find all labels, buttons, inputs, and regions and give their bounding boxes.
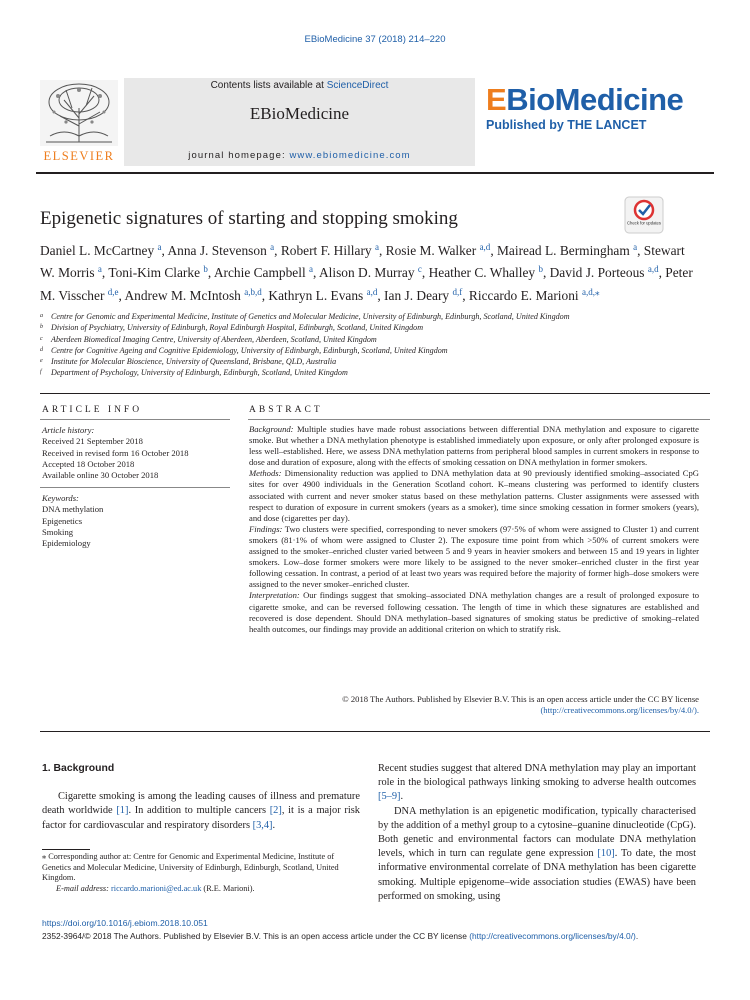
affiliation-key: b bbox=[40, 324, 43, 331]
abstract-interpretation: Interpretation: Our findings suggest that smoking–associated DNA methylation changes are a result of prolonged exposure to cigarette smoke, and can be reversed following cessation. The length of time in which these signatures are established and recovered is dose dependent. Should DNA methylation–based signatures of smoking status be predictive of smoking–related health outcomes, our findings may provide an additional criterion on which to stratify risk. bbox=[249, 590, 699, 634]
journal-name: EBioMedicine bbox=[249, 104, 350, 123]
affiliation-item bbox=[40, 356, 700, 367]
journal-homepage: journal homepage: www.ebiomedicine.com bbox=[188, 150, 411, 161]
affiliation-key: d bbox=[40, 346, 43, 353]
abstract-heading: ABSTRACT bbox=[249, 405, 323, 415]
abstract-methods: Methods: Dimensionality reduction was applied to DNA methylation data at 90 previously identified smoking–associated CpG sites for over 4900 individuals in the Generation Scotland cohort. K–means clustering was performed to identify clusters associated with current and never smoker status based on these methylation patterns. Cluster assignments were assessed with respect to duration of exposure in current smokers (years as a smoker), time since smoking cessation in former smokers (years), and dose (cigarettes per day). bbox=[249, 468, 699, 523]
history-revised: Received in revised form 16 October 2018 bbox=[42, 447, 189, 458]
keyword-item: Smoking bbox=[42, 526, 74, 537]
affiliation-text: Centre for Genomic and Experimental Medicine, Institute of Genetics and Molecular Medicine, University of Edinburgh, Edinburgh, Scotland, United Kingdom bbox=[51, 312, 570, 321]
sciencedirect-link[interactable]: ScienceDirect bbox=[326, 80, 389, 91]
abstract-copyright: © 2018 The Authors. Published by Elsevier B.V. This is an open access article under the CC BY license (http://creativecommons.org/licenses/by/4.0/). bbox=[342, 694, 699, 716]
affiliation-key: f bbox=[40, 369, 42, 376]
abstract-rule bbox=[248, 419, 710, 420]
publisher-logo-text: ELSEVIER bbox=[43, 149, 115, 163]
affiliation-key: e bbox=[40, 358, 43, 365]
footer-license-link[interactable]: (http://creativecommons.org/licenses/by/4.0/) bbox=[469, 931, 636, 941]
paper-title: Epigenetic signatures of starting and stopping smoking bbox=[40, 208, 458, 229]
affiliation-text: Division of Psychiatry, University of Edinburgh, Royal Edinburgh Hospital, Edinburgh, Scotland, United Kingdom bbox=[51, 323, 424, 333]
footnote-rule bbox=[42, 849, 90, 850]
footnote-corresponding: ⁎ Corresponding author at: Centre for Genomic and Experimental Medicine, Institute of Genetics and Molecular Medicine, University of Edinburgh, Edinburgh, Scotland, United Kingdom. bbox=[42, 852, 339, 883]
body-paragraph: Recent studies suggest that altered DNA methylation may play an important role in the biological pathways linking smoking to adverse health outcomes [5–9]. bbox=[378, 763, 696, 803]
affiliation-item bbox=[40, 345, 700, 356]
keywords-rule bbox=[40, 487, 230, 488]
author-email-link[interactable]: riccardo.marioni@ed.ac.uk bbox=[111, 883, 202, 893]
section-heading-background: 1. Background bbox=[42, 763, 115, 774]
keyword-item: DNA methylation bbox=[42, 504, 104, 515]
body-column-left bbox=[42, 762, 360, 833]
abstract-findings: Findings: Two clusters were specified, corresponding to never smokers (97·5% of whom were assigned to Cluster 1) and current smokers (81·1% of whom were assigned to Cluster 2). The exposure time point from which >50% of current smokers were assigned to the smoker–enriched cluster varied between 5 and 9 years in heavier smokers and between 15 and 19 years in lighter smokers. Low–dose former smokers were more likely to be assigned to the never smoker–enriched cluster in the first year following cessation. In contrast, a period of at least two years was required before the majority of former high–dose smokers were assigned to the never smoker–enriched cluster. bbox=[249, 523, 699, 590]
ebiomedicine-brand-logo: EBioMedicine bbox=[486, 82, 684, 117]
title-divider bbox=[40, 393, 710, 394]
history-label: Article history: bbox=[42, 425, 95, 435]
affiliation-text: Aberdeen Biomedical Imaging Centre, University of Aberdeen, Aberdeen, Scotland, United Kingdom bbox=[51, 334, 377, 344]
license-link[interactable]: (http://creativecommons.org/licenses/by/4.0/). bbox=[540, 705, 699, 716]
crossmark-badge[interactable] bbox=[624, 196, 664, 234]
article-info-heading: ARTICLE INFO bbox=[42, 405, 143, 415]
affiliation-item bbox=[40, 322, 700, 333]
affiliation-item bbox=[40, 334, 700, 345]
doi-link[interactable]: https://doi.org/10.1016/j.ebiom.2018.10.051 bbox=[42, 918, 208, 928]
affiliation-key: a bbox=[40, 313, 43, 319]
crossmark-label: Check for updates bbox=[627, 220, 661, 226]
contents-available-line: Contents lists available at ScienceDirect bbox=[210, 80, 389, 91]
affiliation-text: Department of Psychology, University of Edinburgh, Edinburgh, Scotland, United Kingdom bbox=[51, 368, 348, 378]
affiliation-item bbox=[40, 311, 700, 322]
keywords-label: Keywords: bbox=[42, 493, 79, 503]
elsevier-logo bbox=[36, 78, 122, 164]
keywords bbox=[42, 493, 232, 549]
article-history bbox=[42, 425, 232, 481]
issn-license-line: 2352-3964/© 2018 The Authors. Published by Elsevier B.V. This is an open access article under the CC BY license (http://creativecommons.org/licenses/by/4.0/). bbox=[42, 931, 639, 941]
published-by-lancet: Published by THE LANCET bbox=[486, 118, 647, 132]
keyword-item: Epigenetics bbox=[42, 515, 83, 526]
keyword-item: Epidemiology bbox=[42, 538, 91, 549]
crossmark-icon bbox=[624, 196, 664, 234]
history-received: Received 21 September 2018 bbox=[42, 436, 143, 447]
affiliation-item bbox=[40, 367, 700, 378]
journal-citation[interactable]: EBioMedicine 37 (2018) 214–220 bbox=[304, 34, 446, 45]
history-accepted: Accepted 18 October 2018 bbox=[42, 458, 135, 469]
body-column-right bbox=[378, 762, 696, 904]
article-info-rule bbox=[40, 419, 230, 420]
abstract-background: Background: Multiple studies have made robust associations between differential DNA methylation and exposure to cigarette smoke. But whether a DNA methylation phenotype is established immediately upon exposure, or only after prolonged exposure is less well–established. Here, we assess DNA methylation patterns from peripheral blood samples in current smokers in response to dose and duration of exposure, along with the effects of smoking cessation on DNA methylation in former smokers. bbox=[249, 424, 699, 468]
elsevier-tree-icon bbox=[36, 78, 122, 164]
header-divider bbox=[36, 172, 714, 174]
journal-homepage-link[interactable]: www.ebiomedicine.com bbox=[289, 150, 411, 161]
body-paragraph: Cigarette smoking is among the leading causes of illness and premature death worldwide [1]. In addition to multiple cancers [2], it is a major risk factor for cardiovascular and respiratory disorders [3,4]. bbox=[42, 791, 360, 831]
body-paragraph: DNA methylation is an epigenetic modification, typically characterised by the addition of a methyl group to a cytosine–guanine dinucleotide (CpG). Both genetic and environmental factors can modulate DNA methylation levels, which in turn can regulate gene expression [10]. To date, the most informative environmental correlate of DNA methylation has been cigarette smoking. Multiple epigenome–wide association studies (EWAS) have been performed on smoking, using bbox=[378, 805, 696, 902]
affiliations-list bbox=[40, 311, 700, 379]
abstract-body bbox=[249, 424, 699, 635]
corresponding-author-footnote: ⁎ Corresponding author at: Centre for Genomic and Experimental Medicine, Institute of Genetics and Molecular Medicine, University of Edinburgh, Edinburgh, Scotland, United Kingdom. E-mail address: riccardo.marioni@ed.ac.uk (R.E. Marioni). bbox=[42, 852, 362, 894]
affiliation-text: Centre for Cognitive Ageing and Cognitive Epidemiology, University of Edinburgh, Edinburgh, Scotland, United Kingdom bbox=[51, 345, 448, 355]
abstract-end-rule bbox=[40, 731, 710, 732]
affiliation-key: c bbox=[40, 335, 43, 342]
affiliation-text: Institute for Molecular Bioscience, University of Queensland, Brisbane, QLD, Australia bbox=[51, 357, 337, 367]
history-online: Available online 30 October 2018 bbox=[42, 470, 159, 481]
author-list: Daniel L. McCartney $^a$, Anna J. Stevenson $^a$, Robert F. Hillary $^a$, Rosie M. Walker $^{a,d}$, Mairead L. Bermingham $^a$, Stewart W. Morris $^a$, Toni-Kim Clarke $^b$, Archie Campbell $^a$, Alison D. Murray $^c$, Heather C. Whalley $^b$, David J. Porteous $^{a,d}$, Peter M. Visscher $^{d,e}$, Andrew M. McIntosh $^{a,b,d}$, Kathryn L. Evans $^{a,d}$, Ian J. Deary $^{d,f}$, Riccardo E. Marioni $^{a,d,⁎}$ bbox=[40, 242, 693, 303]
